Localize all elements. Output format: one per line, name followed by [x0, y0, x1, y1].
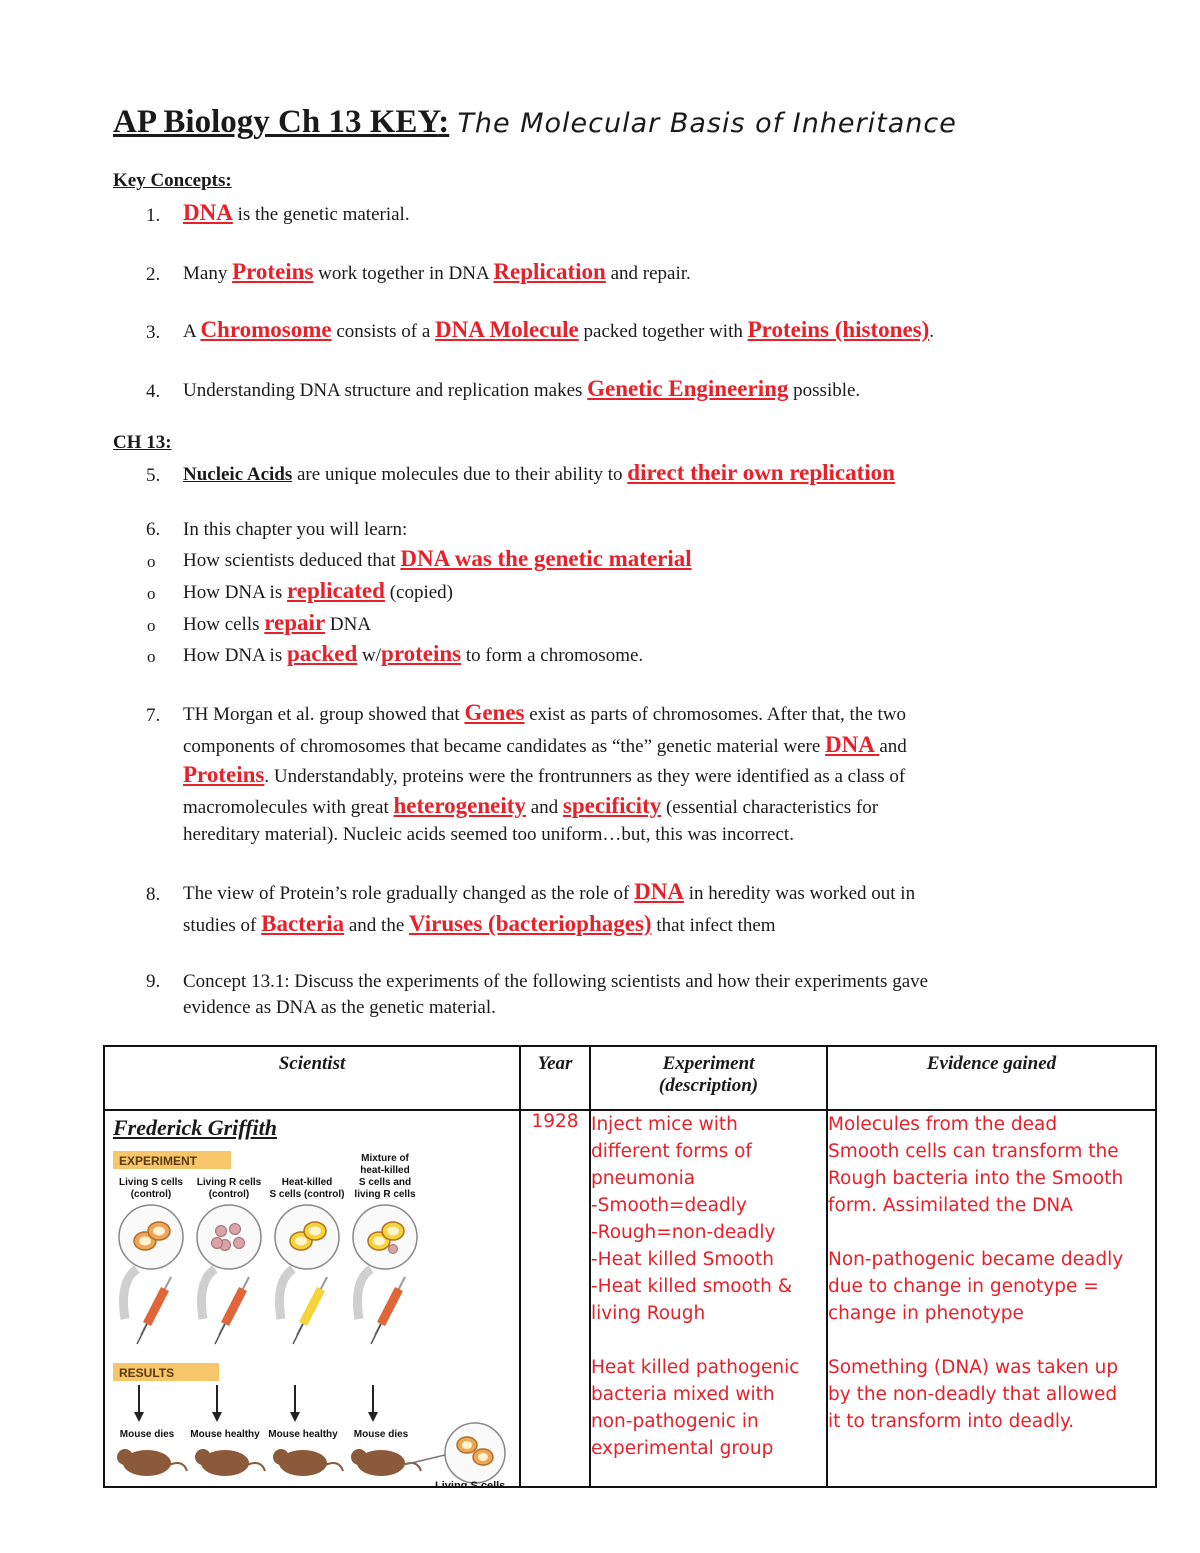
answer-text: DNA	[634, 879, 684, 904]
ch13-heading: CH 13:	[113, 432, 172, 453]
transfer-arrow	[124, 1269, 138, 1319]
syringe-barrel	[225, 1289, 243, 1324]
figure-column-label: (control)	[130, 1189, 172, 1200]
mouse-tail	[325, 1463, 343, 1471]
header-scientist: Scientist	[104, 1046, 520, 1110]
living-s-cells-label: Living S cells	[435, 1480, 506, 1486]
mouse-result-label: Mouse dies	[353, 1429, 409, 1440]
answer-text: Proteins	[232, 259, 314, 284]
cell-line: change in phenotype	[828, 1303, 1024, 1324]
cell-line: Inject mice with	[591, 1114, 738, 1135]
figure-column-label: S cells and	[358, 1177, 412, 1188]
cell-core	[478, 1453, 488, 1461]
cell-line: Rough bacteria into the Smooth	[828, 1168, 1124, 1189]
answer-text: DNA	[825, 732, 880, 757]
figure-column-label: Mixture of	[361, 1153, 409, 1164]
item-5-lead: Nucleic Acids	[183, 464, 293, 485]
item-number: 2.	[146, 264, 161, 285]
figure-column-label: S cells (control)	[269, 1189, 345, 1200]
cell-line: living Rough	[591, 1303, 706, 1324]
item-8-line: The view of Protein’s role gradually changed as the role of DNA in heredity was worked out in	[183, 879, 916, 904]
evidence-cell	[827, 1110, 1156, 1487]
cell-core	[139, 1237, 151, 1246]
experiment-label: EXPERIMENT	[119, 1154, 198, 1168]
answer-text: Genes	[464, 700, 525, 725]
item-number: 5.	[146, 465, 161, 486]
syringe-barrel	[147, 1289, 165, 1324]
syringe-barrel	[381, 1289, 399, 1324]
cell-core	[387, 1227, 399, 1236]
cell-line: -Heat killed smooth &	[591, 1276, 793, 1297]
answer-text: DNA was the genetic material	[400, 546, 692, 571]
cell-line: -Smooth=deadly	[591, 1195, 747, 1216]
cell-core	[309, 1227, 321, 1236]
figure-column-label: Heat-killed	[281, 1177, 333, 1188]
year-cell: 1928	[520, 1110, 590, 1487]
cell-core	[295, 1237, 307, 1246]
item-number: o	[147, 647, 156, 666]
mouse-head	[195, 1449, 211, 1465]
cell-line: pneumonia	[591, 1168, 696, 1189]
item-number: 1.	[146, 205, 161, 226]
header-experiment: Experiment (description)	[590, 1046, 827, 1110]
griffith-experiment-figure	[105, 1141, 519, 1486]
cell-core	[462, 1441, 472, 1449]
scientist-name: Frederick Griffith	[113, 1115, 277, 1140]
item-number: 4.	[146, 381, 161, 402]
learn-bullet-2: How DNA is replicated (copied)	[183, 578, 453, 603]
rough-cell	[230, 1224, 241, 1235]
learn-bullet-4: How DNA is packed w/proteins to form a chromosome.	[183, 641, 644, 666]
answer-text: DNA	[183, 200, 233, 225]
item-number: 9.	[146, 971, 161, 992]
item-7-line: macromolecules with great heterogeneity and specificity (essential characteristics for	[183, 793, 879, 818]
syringe-needle	[371, 1324, 381, 1344]
arrow-head	[368, 1412, 378, 1422]
rough-cell	[234, 1238, 245, 1249]
item-9-line: evidence as DNA as the genetic material.	[183, 997, 496, 1018]
item-7-line: components of chromosomes that became candidates as “the” genetic material were DNA and	[183, 732, 907, 757]
results-label: RESULTS	[119, 1366, 175, 1380]
item-7-line: Proteins. Understandably, proteins were the frontrunners as they were identified as a class of	[183, 762, 906, 787]
answer-text: Bacteria	[261, 911, 345, 936]
answer-text: replicated	[286, 578, 385, 603]
mouse-tail	[169, 1463, 187, 1471]
transfer-arrow	[280, 1269, 294, 1319]
syringe-barrel	[303, 1289, 321, 1324]
title-subtitle: The Molecular Basis of Inheritance	[457, 108, 957, 139]
answer-text: heterogeneity	[393, 793, 526, 818]
item-8-line: studies of Bacteria and the Viruses (bacteriophages) that infect them	[183, 911, 776, 936]
item-number: 3.	[146, 322, 161, 343]
key-concept-2: Many Proteins work together in DNA Replication and repair.	[183, 259, 691, 284]
item-6-intro: In this chapter you will learn:	[183, 519, 408, 540]
cell-line: Molecules from the dead	[828, 1114, 1058, 1135]
cell-line: experimental group	[591, 1438, 774, 1459]
cell-line: it to transform into deadly.	[828, 1411, 1075, 1432]
item-number: 7.	[146, 705, 161, 726]
scientist-cell	[104, 1110, 520, 1487]
answer-text: DNA Molecule	[435, 317, 579, 342]
syringe-needle	[293, 1324, 303, 1344]
transfer-arrow	[358, 1269, 372, 1319]
syringe-needle	[215, 1324, 225, 1344]
item-7-line: hereditary material). Nucleic acids seemed too uniform…but, this was incorrect.	[183, 824, 794, 845]
cell-line: due to change in genotype =	[828, 1276, 1099, 1297]
cell-core	[153, 1227, 165, 1236]
answer-text: Chromosome	[200, 317, 332, 342]
cell-line: different forms of	[591, 1141, 752, 1162]
answer-text: Replication	[493, 259, 606, 284]
mouse-result-label: Mouse dies	[119, 1429, 175, 1440]
key-concepts-heading: Key Concepts:	[113, 170, 232, 191]
answer-text: Viruses (bacteriophages)	[409, 911, 652, 936]
learn-bullet-1: How scientists deduced that DNA was the genetic material	[183, 546, 692, 571]
item-5: Nucleic Acids are unique molecules due to their ability to direct their own replication	[183, 460, 895, 485]
cell-line: Something (DNA) was taken up	[828, 1357, 1119, 1378]
mouse-head	[117, 1449, 133, 1465]
answer-text: proteins	[381, 641, 462, 666]
rough-cell	[389, 1245, 398, 1254]
item-number: 8.	[146, 884, 161, 905]
item-number: 6.	[146, 519, 161, 540]
cell-line: non-pathogenic in	[591, 1411, 759, 1432]
experiment-cell	[590, 1110, 827, 1487]
item-5-answer: direct their own replication	[627, 460, 895, 485]
answer-text: specificity	[562, 793, 662, 818]
mouse-tail	[247, 1463, 265, 1471]
item-number: o	[147, 616, 156, 635]
arrow-head	[290, 1412, 300, 1422]
header-year: Year	[520, 1046, 590, 1110]
answer-text: Proteins (histones)	[747, 317, 930, 342]
cell-line: form. Assimilated the DNA	[828, 1195, 1073, 1216]
item-number: o	[147, 584, 156, 603]
syringe-needle	[137, 1324, 147, 1344]
item-7-line: TH Morgan et al. group showed that Genes exist as parts of chromosomes. After that, the two	[183, 700, 907, 725]
connector-line	[403, 1455, 445, 1465]
rough-cell	[212, 1238, 223, 1249]
cell-line: Smooth cells can transform the	[828, 1141, 1119, 1162]
title-main: AP Biology Ch 13 KEY	[113, 104, 439, 140]
cell-line: Heat killed pathogenic	[591, 1357, 800, 1378]
item-9-line: Concept 13.1: Discuss the experiments of the following scientists and how their experiments gave	[183, 971, 929, 992]
cell-line: -Heat killed Smooth	[591, 1249, 774, 1270]
petri-dish	[197, 1205, 261, 1269]
cell-line: by the non-deadly that allowed	[828, 1384, 1118, 1405]
figure-column-label: heat-killed	[360, 1165, 410, 1176]
page-title: AP Biology Ch 13 KEY: The Molecular Basis of Inheritance	[113, 104, 957, 140]
evidence-table	[103, 1045, 1157, 1488]
cell-line: -Rough=non-deadly	[591, 1222, 776, 1243]
transfer-arrow	[202, 1269, 216, 1319]
answer-text: packed	[286, 641, 358, 666]
figure-column-label: Living S cells	[119, 1177, 183, 1188]
cell-line: bacteria mixed with	[591, 1384, 775, 1405]
header-evidence: Evidence gained	[827, 1046, 1156, 1110]
answer-text: repair	[264, 610, 326, 635]
cell-core	[373, 1237, 385, 1246]
key-concept-1: DNA is the genetic material.	[183, 200, 410, 225]
cell-line: Non-pathogenic became deadly	[828, 1249, 1124, 1270]
arrow-head	[134, 1412, 144, 1422]
rough-cell	[216, 1226, 227, 1237]
item-number: o	[147, 552, 156, 571]
mouse-result-label: Mouse healthy	[190, 1429, 260, 1440]
learn-bullet-3: How cells repair DNA	[183, 610, 372, 635]
figure-column-label: living R cells	[354, 1189, 416, 1200]
answer-text: Proteins	[183, 762, 265, 787]
mouse-head	[351, 1449, 367, 1465]
key-concept-3: A Chromosome consists of a DNA Molecule packed together with Proteins (histones).	[183, 317, 935, 342]
arrow-head	[212, 1412, 222, 1422]
answer-text: Genetic Engineering	[587, 376, 789, 401]
figure-column-label: Living R cells	[196, 1177, 262, 1188]
mouse-result-label: Mouse healthy	[268, 1429, 338, 1440]
figure-column-label: (control)	[208, 1189, 250, 1200]
mouse-head	[273, 1449, 289, 1465]
key-concept-4: Understanding DNA structure and replication makes Genetic Engineering possible.	[183, 376, 861, 401]
